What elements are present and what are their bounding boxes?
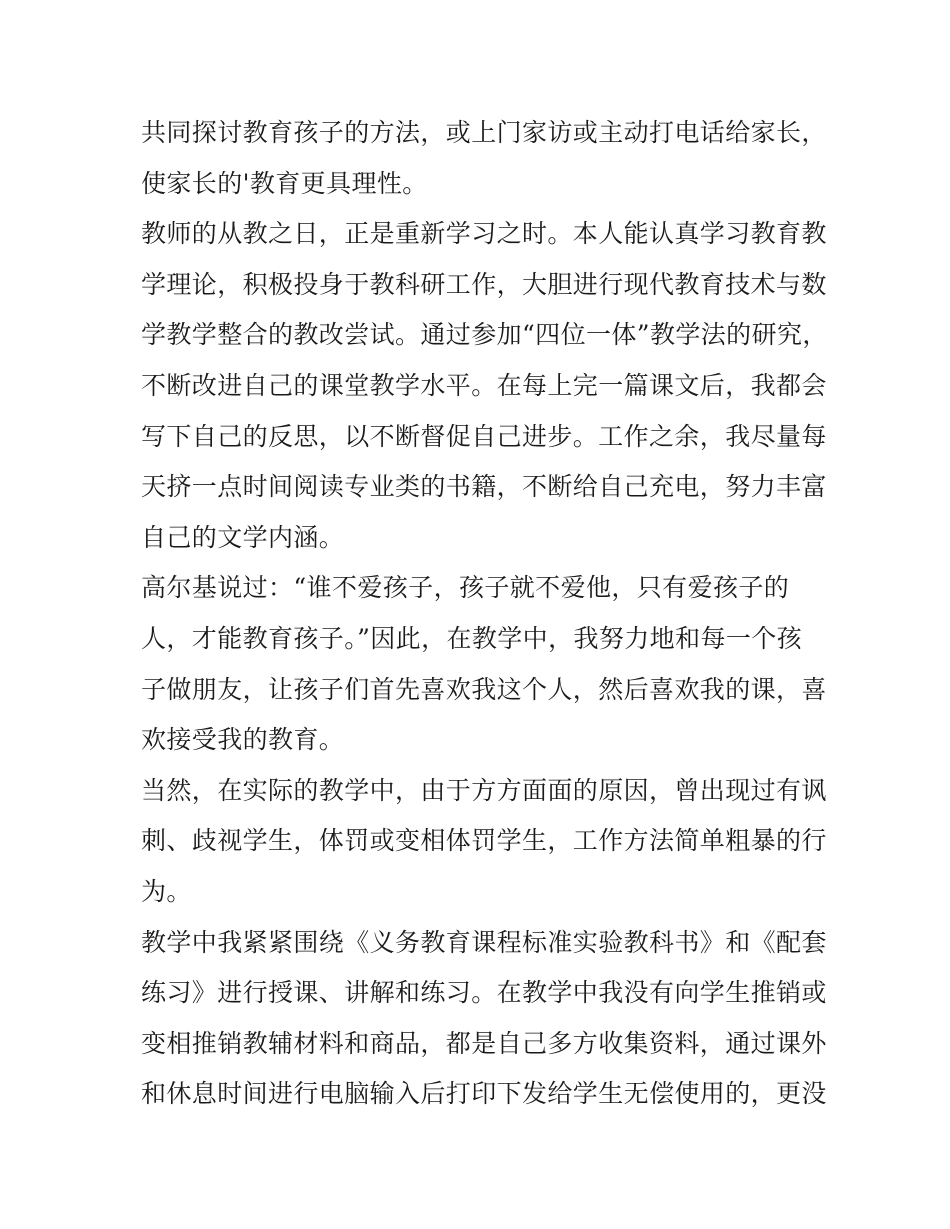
text-line: 子做朋友，让孩子们首先喜欢我这个人，然后喜欢我的课，喜 (141, 674, 827, 704)
text-line: 教师的从教之日，正是重新学习之时。本人能认真学习教育教 (141, 219, 827, 249)
text-line: 为。 (141, 876, 192, 906)
text-line: 欢接受我的教育。 (141, 725, 345, 755)
text-line: 人，才能教育孩子。”因此，在教学中，我努力地和每一个孩 (141, 623, 803, 653)
text-line: 写下自己的反思，以不断督促自己进步。工作之余，我尽量每 (141, 421, 827, 451)
text-line: 变相推销教辅材料和商品，都是自己多方收集资料，通过课外 (141, 1028, 827, 1058)
text-line: 学理论，积极投身于教科研工作，大胆进行现代教育技术与数 (141, 269, 827, 299)
text-line: 学教学整合的教改尝试。通过参加“四位一体”教学法的研究， (141, 320, 828, 350)
body-text (141, 108, 831, 1120)
text-line: 高尔基说过：“谁不爱孩子，孩子就不爱他，只有爱孩子的 (141, 573, 790, 603)
text-line: 和休息时间进行电脑输入后打印下发给学生无偿使用的，更没 (141, 1079, 827, 1109)
text-line: 刺、歧视学生，体罚或变相体罚学生，工作方法简单粗暴的行 (141, 826, 827, 856)
text-line: 练习》进行授课、讲解和练习。在教学中我没有向学生推销或 (141, 978, 827, 1008)
text-line: 自己的文学内涵。 (141, 522, 345, 552)
text-line: 使家长的'教育更具理性。 (141, 168, 428, 198)
text-line: 共同探讨教育孩子的方法，或上门家访或主动打电话给家长， (141, 118, 827, 147)
text-line: 教学中我紧紧围绕《义务教育课程标准实验教科书》和《配套 (141, 927, 827, 957)
text-line: 当然，在实际的教学中，由于方方面面的原因，曾出现过有讽 (141, 775, 827, 805)
text-line: 不断改进自己的课堂教学水平。在每上完一篇课文后，我都会 (141, 370, 827, 400)
text-line: 天挤一点时间阅读专业类的书籍，不断给自己充电，努力丰富 (141, 472, 827, 502)
